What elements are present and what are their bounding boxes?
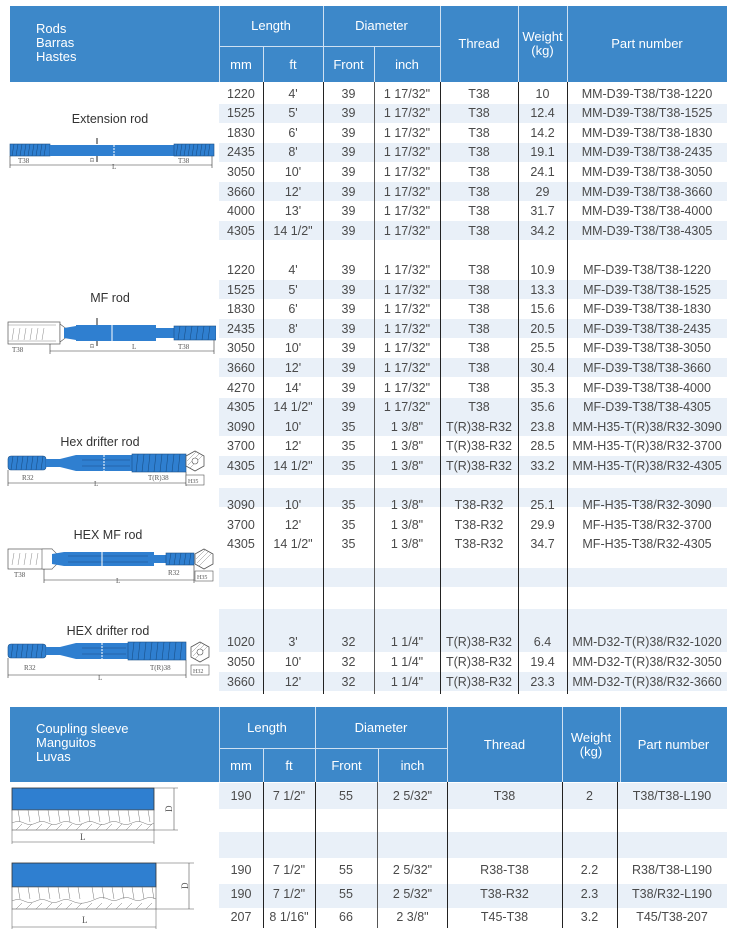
sleeve-header-diameter: Diameter [354, 719, 408, 735]
cell-part: MF-D39-T38/T38-3050 [583, 341, 711, 356]
sleeve1-diameter-label: D [164, 805, 174, 812]
mf-rod-diagram [6, 318, 216, 358]
filler-stripe [219, 568, 727, 587]
cell-part: T38/T38-L190 [632, 788, 712, 803]
cell-inch: 1 17/32" [383, 106, 431, 121]
cell-ft: 14 1/2" [273, 458, 313, 473]
cell-thread: T38-R32 [454, 498, 504, 513]
cell-weight: 13.3 [530, 282, 555, 297]
cell-weight: 33.2 [530, 458, 555, 473]
cell-mm: 3050 [227, 164, 255, 179]
hex-mf-left-label: T38 [14, 571, 26, 579]
cell-weight: 10.9 [530, 262, 555, 277]
cell-thread: T38 [468, 86, 490, 101]
cell-ft: 5' [288, 282, 298, 297]
cell-thread: T38 [468, 341, 490, 356]
cell-thread: T38 [468, 223, 490, 238]
cell-mm: 4305 [227, 223, 255, 238]
cell-inch: 1 17/32" [383, 164, 431, 179]
cell-mm: 207 [230, 909, 252, 924]
cell-ft: 7 1/2" [272, 788, 306, 803]
ext-right-thread-label: T38 [178, 157, 190, 165]
cell-weight: 15.6 [530, 302, 555, 317]
cell-front: 35 [341, 419, 356, 434]
cell-weight: 25.1 [530, 498, 555, 513]
hex-drifter2-right-label: T(R)38 [150, 664, 171, 672]
cell-front: 39 [341, 400, 356, 415]
mf-diameter-label: D [90, 343, 96, 348]
header-length: Length [251, 18, 291, 33]
cell-mm: 1020 [227, 635, 255, 650]
cell-part: MF-H35-T38/R32-3700 [582, 517, 712, 532]
cell-mm: 3700 [227, 517, 255, 532]
cell-mm: 4305 [227, 537, 255, 552]
cell-inch: 1 17/32" [383, 145, 431, 160]
cell-ft: 4' [288, 262, 298, 277]
cell-inch: 2 3/8" [396, 909, 429, 924]
cell-thread: T38 [468, 204, 490, 219]
cell-inch: 1 3/8" [390, 419, 424, 434]
hex-mf-length-label: L [116, 577, 121, 585]
cell-front: 39 [341, 184, 356, 199]
cell-part: MM-D32-T(R)38/R32-3050 [572, 654, 722, 669]
cell-ft: 12' [284, 674, 302, 689]
cell-weight: 34.2 [530, 223, 555, 238]
cell-weight: 24.1 [530, 164, 555, 179]
cell-ft: 4' [288, 86, 298, 101]
cell-front: 39 [341, 380, 356, 395]
cell-part: MF-D39-T38/T38-2435 [583, 321, 711, 336]
cell-weight: 35.3 [530, 380, 555, 395]
cell-weight: 29.9 [530, 517, 555, 532]
sleeve2-length-label: L [82, 915, 88, 925]
cell-inch: 1 1/4" [390, 674, 424, 689]
cell-thread: T38 [468, 400, 490, 415]
cell-front: 35 [341, 458, 356, 473]
rods-title-en: Rods [36, 21, 67, 36]
hex-drifter2-left-label: R32 [24, 664, 36, 672]
cell-inch: 1 17/32" [383, 184, 431, 199]
cell-front: 66 [339, 909, 353, 924]
sleeve-header-thread: Thread [483, 736, 526, 752]
sleeve-header-front: Front [331, 757, 362, 773]
cell-ft: 12' [284, 360, 302, 375]
cell-inch: 1 3/8" [390, 458, 424, 473]
coupling-sleeve-diagram-2 [8, 861, 198, 931]
sleeve-header-title [36, 722, 129, 764]
cell-front: 39 [341, 302, 356, 317]
cell-part: MM-H35-T(R)38/R32-4305 [572, 458, 722, 473]
cell-ft: 3' [288, 635, 298, 650]
cell-part: MM-D39-T38/T38-4000 [581, 204, 713, 219]
cell-mm: 4270 [227, 380, 255, 395]
cell-inch: 1 1/4" [390, 654, 424, 669]
coupling-sleeve-diagram-1 [8, 786, 180, 846]
group-label-mf-rod: MF rod [90, 291, 130, 305]
cell-thread: T38 [468, 360, 490, 375]
cell-front: 39 [341, 360, 356, 375]
cell-mm: 3050 [227, 654, 255, 669]
cell-weight: 31.7 [530, 204, 555, 219]
cell-thread: T38 [468, 262, 490, 277]
cell-front: 39 [341, 164, 356, 179]
cell-ft: 8' [288, 145, 298, 160]
cell-part: T45/T38-207 [636, 909, 708, 924]
hex-drifter-left-label: R32 [22, 474, 34, 482]
sleeve-header-ft: ft [285, 757, 293, 773]
sleeve-header-length: Length [247, 719, 287, 735]
cell-inch: 1 17/32" [383, 86, 431, 101]
cell-mm: 190 [230, 886, 252, 901]
cell-ft: 7 1/2" [272, 886, 306, 901]
cell-thread: R38-T38 [480, 862, 529, 877]
cell-weight: 29 [535, 184, 550, 199]
rods-header-title [36, 22, 76, 64]
sleeve-header-weight-label: Weight [570, 729, 612, 745]
cell-weight: 34.7 [530, 537, 555, 552]
cell-mm: 4000 [227, 204, 255, 219]
cell-weight: 10 [535, 86, 550, 101]
cell-mm: 2435 [227, 321, 255, 336]
group-label-hex-drifter-rod-2: HEX drifter rod [66, 624, 150, 638]
cell-ft: 14 1/2" [273, 537, 313, 552]
cell-thread: T38-R32 [480, 886, 529, 901]
cell-ft: 6' [288, 302, 298, 317]
cell-front: 39 [341, 341, 356, 356]
hex-mf-right-label: R32 [168, 569, 180, 577]
cell-part: MM-D32-T(R)38/R32-1020 [572, 635, 722, 650]
cell-front: 39 [341, 321, 356, 336]
cell-mm: 3090 [227, 498, 255, 513]
cell-mm: 1830 [227, 125, 255, 140]
cell-inch: 1 3/8" [390, 517, 424, 532]
sleeve-header-weight-unit: (kg) [579, 743, 603, 759]
hex-drifter-right-label: T(R)38 [148, 474, 169, 482]
cell-inch: 1 3/8" [390, 537, 424, 552]
sleeve1-length-label: L [80, 832, 86, 842]
cell-inch: 1 1/4" [390, 635, 424, 650]
sleeve-header-weight [562, 707, 620, 782]
cell-part: MM-H35-T(R)38/R32-3700 [572, 439, 722, 454]
cell-front: 35 [341, 439, 356, 454]
cell-thread: T(R)38-R32 [446, 458, 512, 473]
cell-part: MF-H35-T38/R32-3090 [582, 498, 712, 513]
cell-mm: 3700 [227, 439, 255, 454]
cell-mm: 1525 [227, 106, 255, 121]
cell-ft: 12' [284, 439, 302, 454]
cell-part: MM-D39-T38/T38-1220 [581, 86, 713, 101]
sleeve-header-part-number: Part number [637, 736, 710, 752]
header-thread: Thread [458, 36, 500, 51]
cell-part: MM-D39-T38/T38-1525 [581, 106, 713, 121]
cell-part: MF-D39-T38/T38-4305 [583, 400, 711, 415]
cell-part: MM-D32-T(R)38/R32-3660 [572, 674, 722, 689]
header-diameter: Diameter [355, 18, 408, 33]
sleeve-title-es: Manguitos [36, 735, 96, 750]
cell-thread: T(R)38-R32 [446, 419, 512, 434]
cell-ft: 10' [284, 164, 302, 179]
cell-weight: 23.8 [530, 419, 555, 434]
cell-inch: 2 5/32" [392, 788, 433, 803]
cell-inch: 1 17/32" [383, 380, 431, 395]
sleeve-header-mm: mm [230, 757, 252, 773]
mf-length-label: L [132, 343, 137, 351]
cell-mm: 1220 [227, 262, 255, 277]
cell-inch: 2 5/32" [392, 862, 433, 877]
cell-front: 55 [339, 886, 353, 901]
cell-mm: 3660 [227, 360, 255, 375]
cell-ft: 10' [284, 498, 302, 513]
group-label-extension-rod: Extension rod [71, 112, 149, 126]
hex-size-label-2: H35 [197, 575, 208, 581]
cell-inch: 2 5/32" [392, 886, 433, 901]
group-label-hex-drifter-rod: Hex drifter rod [60, 435, 140, 449]
cell-inch: 1 17/32" [383, 262, 431, 277]
ext-length-label: L [112, 163, 117, 171]
cell-inch: 1 17/32" [383, 302, 431, 317]
cell-part: MF-H35-T38/R32-4305 [582, 537, 712, 552]
cell-thread: T38-R32 [454, 517, 504, 532]
hex-section-icon [184, 449, 206, 489]
cell-ft: 10' [284, 419, 302, 434]
group-label-hex-mf-rod: HEX MF rod [73, 528, 143, 542]
cell-weight: 35.6 [530, 400, 555, 415]
cell-front: 39 [341, 145, 356, 160]
cell-inch: 1 17/32" [383, 341, 431, 356]
cell-thread: T(R)38-R32 [446, 674, 512, 689]
cell-ft: 8 1/16" [269, 909, 309, 924]
cell-part: MF-D39-T38/T38-1830 [583, 302, 711, 317]
cell-part: MF-D39-T38/T38-4000 [583, 380, 711, 395]
row-stripe [219, 832, 727, 858]
mf-right-thread-label: T38 [178, 343, 190, 351]
cell-thread: T45-T38 [480, 909, 529, 924]
cell-front: 32 [341, 635, 356, 650]
cell-front: 32 [341, 674, 356, 689]
header-part-number: Part number [611, 36, 683, 51]
cell-weight: 2 [586, 788, 593, 803]
cell-ft: 5' [288, 106, 298, 121]
cell-ft: 8' [288, 321, 298, 336]
cell-part: MM-H35-T(R)38/R32-3090 [572, 419, 722, 434]
hex-mf-rod-diagram [6, 545, 196, 585]
cell-ft: 14 1/2" [273, 223, 313, 238]
mf-left-thread-label: T38 [12, 346, 24, 354]
ext-left-thread-label: T38 [18, 157, 30, 165]
cell-weight: 28.5 [530, 439, 555, 454]
cell-front: 35 [341, 517, 356, 532]
cell-part: T38/R32-L190 [632, 886, 712, 901]
cell-thread: T38 [468, 302, 490, 317]
cell-front: 39 [341, 125, 356, 140]
cell-mm: 1220 [227, 86, 255, 101]
cell-mm: 1830 [227, 302, 255, 317]
cell-mm: 3660 [227, 184, 255, 199]
cell-front: 32 [341, 654, 356, 669]
cell-part: MM-D39-T38/T38-2435 [581, 145, 713, 160]
header-ft: ft [289, 56, 297, 72]
cell-mm: 3660 [227, 674, 255, 689]
cell-weight: 12.4 [530, 106, 555, 121]
cell-weight: 30.4 [530, 360, 555, 375]
hex-section-icon-3 [189, 640, 211, 680]
cell-inch: 1 17/32" [383, 360, 431, 375]
cell-thread: T38 [468, 380, 490, 395]
cell-front: 39 [341, 223, 356, 238]
cell-front: 55 [339, 862, 353, 877]
hex-size-label-3: H32 [193, 669, 204, 675]
cell-inch: 1 17/32" [383, 282, 431, 297]
cell-part: MM-D39-T38/T38-1830 [581, 125, 713, 140]
cell-part: MF-D39-T38/T38-1525 [583, 282, 711, 297]
cell-weight: 23.3 [530, 674, 555, 689]
cell-ft: 7 1/2" [272, 862, 306, 877]
extension-rod-diagram [6, 138, 216, 172]
cell-ft: 6' [288, 125, 298, 140]
sleeve-header-inch: inch [400, 757, 425, 773]
hex-drifter-length-label: L [94, 480, 99, 488]
cell-ft: 10' [284, 654, 302, 669]
cell-front: 39 [341, 106, 356, 121]
cell-weight: 6.4 [533, 635, 552, 650]
cell-inch: 1 3/8" [390, 439, 424, 454]
cell-weight: 20.5 [530, 321, 555, 336]
cell-mm: 1525 [227, 282, 255, 297]
cell-thread: T38 [493, 788, 516, 803]
sleeve2-diameter-label: D [180, 882, 190, 889]
cell-mm: 3090 [227, 419, 255, 434]
cell-ft: 14' [284, 380, 302, 395]
cell-part: MM-D39-T38/T38-4305 [581, 223, 713, 238]
cell-front: 55 [339, 788, 353, 803]
cell-weight: 2.2 [580, 862, 599, 877]
cell-weight: 14.2 [530, 125, 555, 140]
cell-inch: 1 17/32" [383, 125, 431, 140]
cell-inch: 1 3/8" [390, 498, 424, 513]
header-weight-label: Weight [522, 29, 563, 44]
cell-thread: T38 [468, 164, 490, 179]
cell-ft: 13' [284, 204, 302, 219]
cell-part: R38/T38-L190 [632, 862, 712, 877]
header-front: Front [333, 56, 364, 72]
cell-thread: T38-R32 [454, 537, 504, 552]
hex-drifter2-length-label: L [98, 674, 103, 682]
cell-inch: 1 17/32" [383, 321, 431, 336]
cell-ft: 14 1/2" [273, 400, 313, 415]
hex-size-label: H35 [188, 479, 199, 485]
cell-thread: T(R)38-R32 [446, 439, 512, 454]
cell-thread: T38 [468, 184, 490, 199]
cell-mm: 190 [230, 862, 252, 877]
cell-front: 35 [341, 498, 356, 513]
cell-weight: 2.3 [580, 886, 599, 901]
sleeve-title-en: Coupling sleeve [36, 721, 129, 736]
header-mm: mm [230, 56, 252, 72]
rods-title-es: Barras [36, 35, 75, 50]
cell-inch: 1 17/32" [383, 204, 431, 219]
cell-weight: 3.2 [580, 909, 599, 924]
ext-diameter-label: D [90, 157, 96, 162]
cell-thread: T(R)38-R32 [446, 654, 512, 669]
hex-drifter-rod-2-diagram [6, 640, 216, 682]
cell-front: 35 [341, 537, 356, 552]
cell-mm: 2435 [227, 145, 255, 160]
cell-weight: 19.4 [530, 654, 555, 669]
header-weight [518, 6, 567, 82]
cell-thread: T38 [468, 125, 490, 140]
header-weight-unit: (kg) [531, 43, 554, 58]
cell-weight: 19.1 [530, 145, 555, 160]
cell-ft: 12' [284, 517, 302, 532]
cell-front: 39 [341, 86, 356, 101]
cell-mm: 4305 [227, 400, 255, 415]
cell-part: MF-D39-T38/T38-3660 [583, 360, 711, 375]
cell-front: 39 [341, 262, 356, 277]
cell-inch: 1 17/32" [383, 223, 431, 238]
cell-mm: 190 [230, 788, 252, 803]
header-inch: inch [395, 56, 419, 72]
cell-part: MM-D39-T38/T38-3050 [581, 164, 713, 179]
hex-section-icon-2 [193, 547, 215, 587]
cell-thread: T38 [468, 282, 490, 297]
cell-mm: 4305 [227, 458, 255, 473]
cell-inch: 1 17/32" [383, 400, 431, 415]
cell-part: MF-D39-T38/T38-1220 [583, 262, 711, 277]
cell-front: 39 [341, 204, 356, 219]
cell-thread: T38 [468, 145, 490, 160]
cell-ft: 12' [284, 184, 302, 199]
cell-part: MM-D39-T38/T38-3660 [581, 184, 713, 199]
cell-thread: T38 [468, 321, 490, 336]
cell-front: 39 [341, 282, 356, 297]
cell-ft: 10' [284, 341, 302, 356]
cell-mm: 3050 [227, 341, 255, 356]
cell-thread: T(R)38-R32 [446, 635, 512, 650]
cell-weight: 25.5 [530, 341, 555, 356]
cell-thread: T38 [468, 106, 490, 121]
rods-title-pt: Hastes [36, 49, 77, 64]
sleeve-title-pt: Luvas [36, 749, 71, 764]
